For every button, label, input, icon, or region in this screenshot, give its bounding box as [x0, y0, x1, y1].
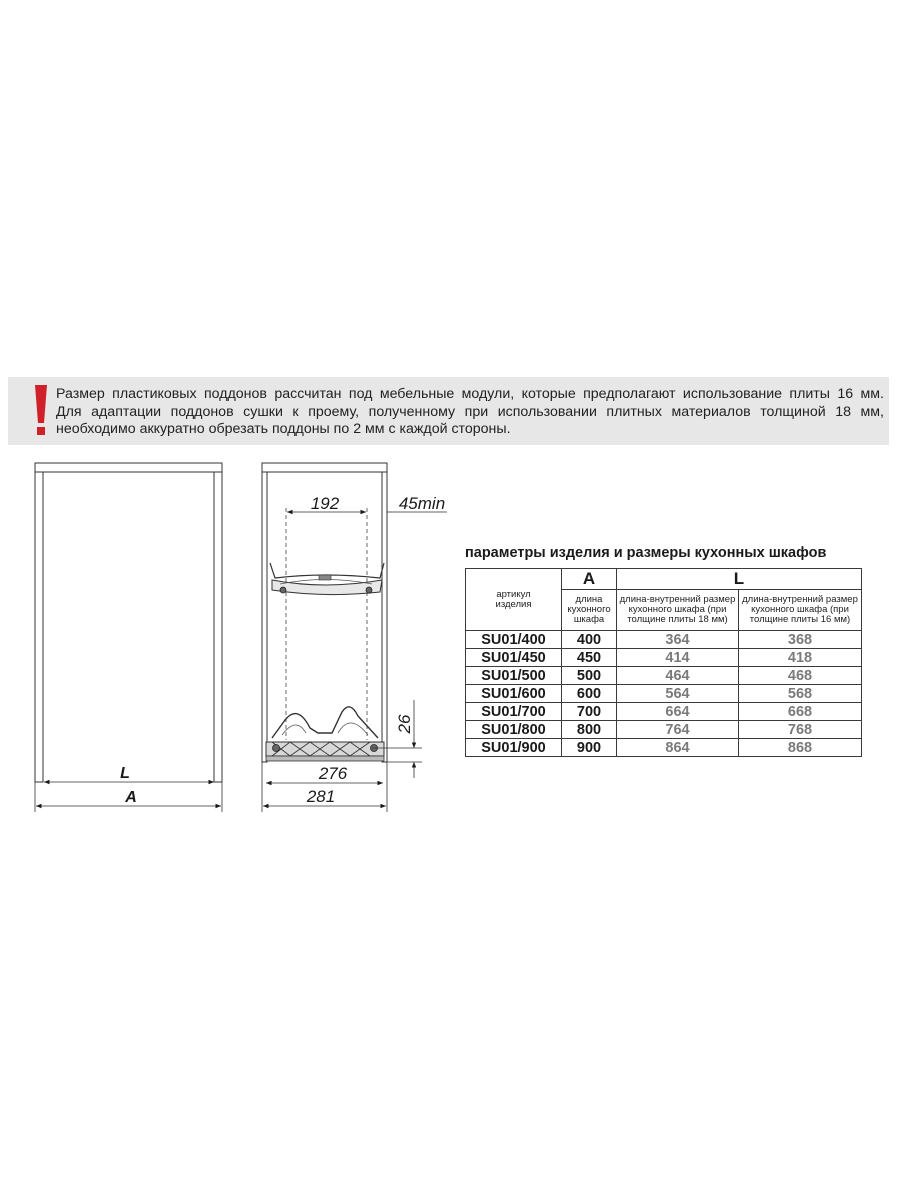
- cell-a: 450: [562, 649, 617, 667]
- cell-a: 900: [562, 739, 617, 757]
- cell-code: SU01/400: [466, 631, 562, 649]
- cell-l16: 868: [739, 739, 862, 757]
- lower-rack-icon: [266, 707, 384, 761]
- dim-label-276: 276: [318, 764, 348, 783]
- cell-a: 500: [562, 667, 617, 685]
- side-view: [262, 463, 447, 812]
- cell-l18: 864: [617, 739, 739, 757]
- notice-line-2: Для адаптации поддонов сушки к проему, полученному при использовании плитных материалов толщиной 18 мм,: [56, 403, 884, 420]
- cell-l18: 664: [617, 703, 739, 721]
- side-front-panel: [382, 472, 387, 762]
- cell-code: SU01/700: [466, 703, 562, 721]
- side-back-panel: [262, 472, 267, 762]
- cell-code: SU01/900: [466, 739, 562, 757]
- dim-label-26: 26: [395, 714, 414, 734]
- cell-a: 700: [562, 703, 617, 721]
- params-table: [465, 568, 862, 757]
- cell-code: SU01/800: [466, 721, 562, 739]
- cell-l18: 464: [617, 667, 739, 685]
- cell-l18: 764: [617, 721, 739, 739]
- dim-label-l: L: [120, 765, 130, 782]
- cell-l18: 364: [617, 631, 739, 649]
- cell-l16: 468: [739, 667, 862, 685]
- cell-code: SU01/450: [466, 649, 562, 667]
- table-row: [466, 685, 862, 703]
- dim-label-281: 281: [306, 787, 336, 806]
- header-article: артикул изделия: [466, 569, 562, 631]
- cell-l16: 368: [739, 631, 862, 649]
- header-l16-desc: длина-внутренний размер кухонного шкафа (при толщине плиты 16 мм): [739, 590, 862, 631]
- notice-line-3: необходимо аккуратно обрезать поддоны по 2 мм с каждой стороны.: [56, 421, 511, 437]
- front-right-panel: [214, 472, 222, 782]
- header-col-a: A: [562, 569, 617, 590]
- table-title: параметры изделия и размеры кухонных шкафов: [465, 545, 827, 561]
- header-a-desc: длина кухонного шкафа: [562, 590, 617, 631]
- table-row: [466, 649, 862, 667]
- table-row: [466, 739, 862, 757]
- side-top-panel: [262, 463, 387, 472]
- table-row: [466, 631, 862, 649]
- header-l18-desc: длина-внутренний размер кухонного шкафа (при толщине плиты 18 мм): [617, 590, 739, 631]
- cell-l16: 668: [739, 703, 862, 721]
- cell-a: 400: [562, 631, 617, 649]
- front-top-panel: [35, 463, 222, 472]
- dim-label-45min: 45min: [398, 494, 446, 513]
- header-col-l: L: [617, 569, 862, 590]
- front-left-panel: [35, 472, 43, 782]
- table-row: [466, 703, 862, 721]
- cell-l16: 768: [739, 721, 862, 739]
- table-row: [466, 667, 862, 685]
- cell-a: 800: [562, 721, 617, 739]
- cell-a: 600: [562, 685, 617, 703]
- table-row: [466, 721, 862, 739]
- dim-label-192: 192: [310, 494, 340, 513]
- front-view: [35, 463, 222, 812]
- cell-l18: 414: [617, 649, 739, 667]
- cell-l16: 418: [739, 649, 862, 667]
- notice-line-1: Размер пластиковых поддонов рассчитан под мебельные модули, которые предполагают использование плиты 16 мм.: [56, 386, 884, 402]
- cell-code: SU01/600: [466, 685, 562, 703]
- cell-code: SU01/500: [466, 667, 562, 685]
- dim-label-a: A: [125, 789, 137, 806]
- cell-l18: 564: [617, 685, 739, 703]
- cell-l16: 568: [739, 685, 862, 703]
